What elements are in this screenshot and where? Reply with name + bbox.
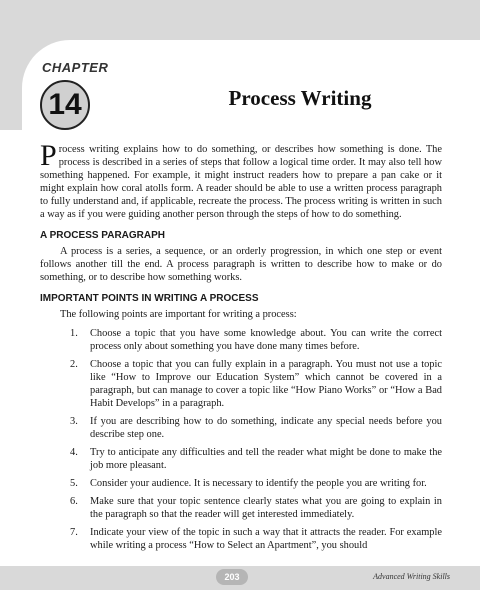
list-item-number: 3. xyxy=(70,416,78,427)
section-heading-important-points: IMPORTANT POINTS IN WRITING A PROCESS xyxy=(40,293,259,304)
list-item xyxy=(40,415,442,441)
list-item-number: 5. xyxy=(70,478,78,489)
chapter-label: CHAPTER xyxy=(42,60,109,75)
points-list xyxy=(40,327,442,552)
list-item-number: 4. xyxy=(70,447,78,458)
section-heading-process-paragraph: A PROCESS PARAGRAPH xyxy=(40,230,166,241)
list-item-number: 7. xyxy=(70,527,78,538)
list-item xyxy=(40,477,442,490)
list-item xyxy=(40,327,442,353)
page-content xyxy=(40,139,442,557)
list-item-text: Indicate your view of the topic in such a way that it attracts the reader. For example while writing a process “How to Select an Apartment”, you should xyxy=(90,527,442,551)
list-item-number: 1. xyxy=(70,328,78,339)
list-item-text: Choose a topic that you can fully explain in a paragraph. You must not use a topic like “How to Improve our Education System” which cannot be covered in a paragraph, but can manage to cover a topic like “How Piano Works” or “How a Bad Habit Develops” in a paragraph. xyxy=(90,359,442,409)
page-number: 203 xyxy=(216,569,248,585)
intro-text: rocess writing explains how to do something, or describes how something is done. The process is described in a series of steps that follow a logical time order. It may also tell how something happened. For example, it might instruct readers how to prepare a pan cake or it might explain how coral atolls form. A reader should be able to use a written process paragraph to fully understand and, if applicable, recreate the process. The process writing is written in such a way as if you were guiding another person through the steps of how to do something. xyxy=(40,144,442,220)
list-item xyxy=(40,495,442,521)
list-item-text: Consider your audience. It is necessary to identify the people you are writing for. xyxy=(90,478,427,489)
list-item xyxy=(40,446,442,472)
list-item xyxy=(40,358,442,410)
chapter-number: 14 xyxy=(48,88,82,121)
book-title: Advanced Writing Skills xyxy=(373,572,450,581)
header-panel xyxy=(22,40,480,130)
list-item-number: 6. xyxy=(70,496,78,507)
list-item-text: Make sure that your topic sentence clearly states what you are going to explain in the paragraph so that the reader will get interested immediately. xyxy=(90,496,442,520)
list-item-text: If you are describing how to do something, indicate any special needs before you describe step one. xyxy=(90,416,442,440)
points-lead: The following points are important for writing a process: xyxy=(60,309,297,320)
list-item-text: Try to anticipate any difficulties and tell the reader what might be done to make the job more pleasant. xyxy=(90,447,442,471)
chapter-number-badge xyxy=(40,80,90,130)
drop-cap: P xyxy=(40,139,57,172)
chapter-title: Process Writing xyxy=(228,86,372,110)
intro-paragraph xyxy=(40,139,442,221)
process-paragraph-text: A process is a series, a sequence, or an orderly progression, in which one step or event follows another till the end. A process paragraph is written to describe how to make or do something, or to describe how something works. xyxy=(40,246,442,283)
list-item-text: Choose a topic that you have some knowledge about. You can write the correct process only about something you have done many times before. xyxy=(90,328,442,352)
list-item-number: 2. xyxy=(70,359,78,370)
list-item xyxy=(40,526,442,552)
